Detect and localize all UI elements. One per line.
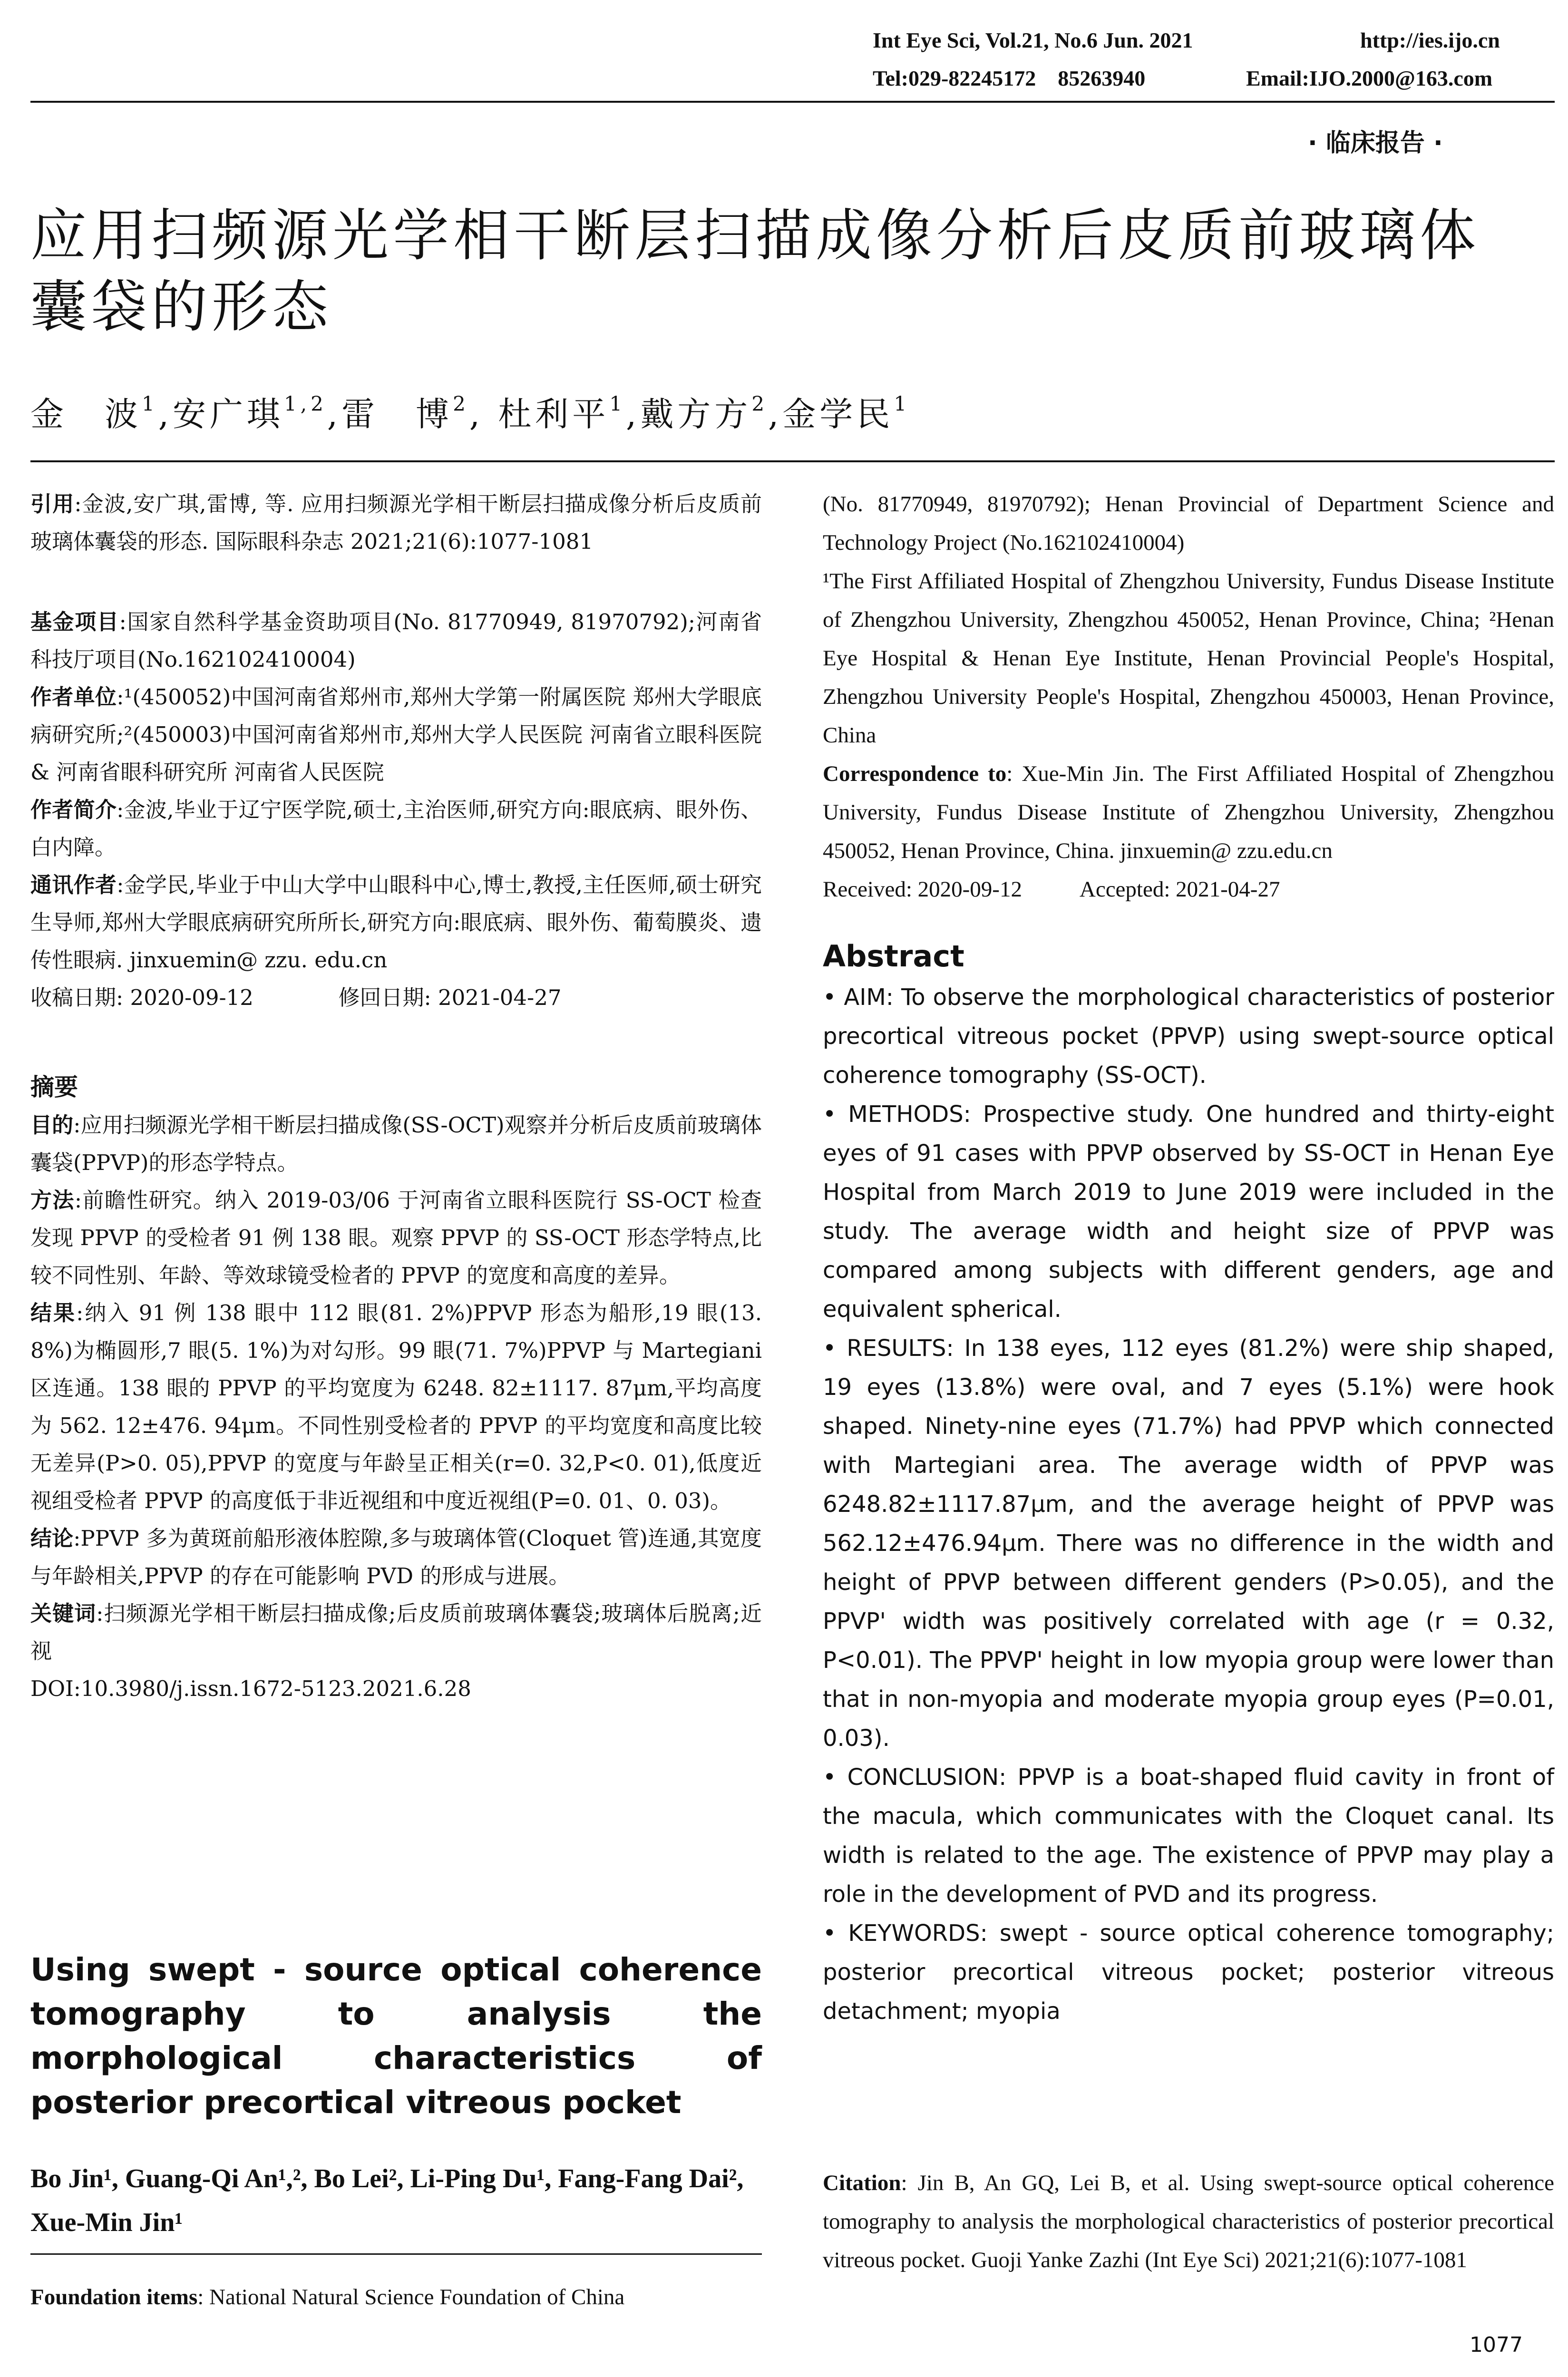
aim-cn-label: 目的 <box>30 1112 74 1138</box>
corr-cn-text: :金学民,毕业于中山大学中山眼科中心,博士,教授,主任医师,硕士研究生导师,郑州大学眼底病研究所所长,研究方向:眼底病、眼外伤、葡萄膜炎、遗传性眼病. jinxuemin@ zzu. edu.cn <box>30 872 762 973</box>
journal-url[interactable]: http://ies.ijo.cn <box>1360 28 1500 52</box>
authors-cn: 金 波$^1$,安广琪$^{1,2}$,雷 博$^2$, 杜利平$^1$,戴方方$^2$,金学民$^1$ <box>30 392 911 434</box>
title-rule <box>30 460 1555 462</box>
bio-cn <box>30 791 762 866</box>
foundation-en-label: Foundation items <box>30 2285 198 2309</box>
abstract-en-heading: Abstract <box>823 939 964 974</box>
dates-cn <box>30 979 762 1016</box>
keywords-cn-text: :扫频源光学相干断层扫描成像;后皮质前玻璃体囊袋;玻璃体后脱离;近视 <box>30 1601 762 1664</box>
foundation-en <box>30 2278 762 2317</box>
authors-en: Bo Jin¹, Guang-Qi An¹,², Bo Lei², Li-Ping Du¹, Fang-Fang Dai², Xue-Min Jin¹ <box>30 2164 744 2237</box>
unit-cn-label: 作者单位 <box>30 684 117 710</box>
author-cn-sup: 1 <box>894 392 911 416</box>
aim-en: • AIM: To observe the morphological characteristics of posterior precortical vitreous pocket (PPVP) using swept-source optical coherence tomography (SS-OCT). <box>823 984 1554 1089</box>
author-cn-sup: 1 <box>142 392 158 416</box>
author-cn: 金学民 <box>782 395 894 434</box>
header-rule <box>30 101 1555 103</box>
unit-cn <box>30 678 762 791</box>
page-number: 1077 <box>1470 2333 1523 2357</box>
foundation-en-text: : National Natural Science Foundation of China <box>197 2285 625 2309</box>
title-cn-line-2: 囊袋的形态 <box>30 274 333 340</box>
citation-cn-label: 引用 <box>30 491 75 516</box>
corr-en-label: Correspondence to <box>823 761 1007 786</box>
right-column <box>823 485 1554 2031</box>
results-cn-label: 结果 <box>30 1300 77 1325</box>
unit-cn-text: :¹(450052)中国河南省郑州市,郑州大学第一附属医院 郑州大学眼底病研究所;²(450003)中国河南省郑州市,郑州大学人民医院 河南省立眼科医院 & 河南省眼科研究所 河南省人民医院 <box>30 684 762 785</box>
corr-cn-label: 通讯作者 <box>30 872 117 897</box>
author-cn: 戴方方 <box>640 395 752 434</box>
bio-cn-text: :金波,毕业于辽宁医学院,硕士,主治医师,研究方向:眼底病、眼外伤、白内障。 <box>30 797 762 860</box>
conclusion-cn <box>30 1520 762 1595</box>
citation-cn-text: :金波,安广琪,雷博, 等. 应用扫频源光学相干断层扫描成像分析后皮质前玻璃体囊袋的形态. 国际眼科杂志 2021;21(6):1077-1081 <box>30 491 762 554</box>
accepted-en: Accepted: 2021-04-27 <box>1079 877 1280 902</box>
citation-cn <box>30 485 762 560</box>
citation-en <box>823 2164 1554 2280</box>
results-cn-text: :纳入 91 例 138 眼中 112 眼(81. 2%)PPVP 形态为船形,19 眼(13. 8%)为椭圆形,7 眼(5. 1%)为对勾形。99 眼(71. 7%)PPVP 与 Martegiani 区连通。138 眼的 PPVP 的平均宽度为 6248. 82±1117. 87μm,平均高度为 562. 12±476. 94μm。不同性别受检者的 PPVP 的平均宽度和高度比较无差异(P>0. 05),PPVP 的宽度与年龄呈正相关(r=0. 32,P<0. 01),低度近视组受检者 PPVP 的高度低于非近视组和中度近视组(P=0. 01、0. 03)。 <box>30 1300 762 1513</box>
keywords-en: • KEYWORDS: swept - source optical coherence tomography; posterior precortical vitreous pocket; posterior vitreous detachment; myopia <box>823 1920 1554 2025</box>
doi[interactable]: DOI:10.3980/j.issn.1672-5123.2021.6.28 <box>30 1676 471 1701</box>
author-cn-sup: 1 <box>609 392 626 416</box>
conclusion-en: • CONCLUSION: PPVP is a boat-shaped fluid cavity in front of the macula, which communicates with the Cloquet canal. Its width is related to the age. The existence of PPVP may play a role in the development of PVD and its progress. <box>823 1764 1554 1908</box>
methods-cn-label: 方法 <box>30 1188 75 1213</box>
author-cn-sup: 2 <box>453 392 469 416</box>
abstract-cn-heading: 摘要 <box>30 1073 78 1101</box>
title-cn-line-1: 应用扫频源光学相干断层扫描成像分析后皮质前玻璃体 <box>30 203 1480 268</box>
title-en: Using swept - source optical coherence tomography to analysis the morphological characteristics of posterior precortical vitreous pocket <box>30 1951 762 2121</box>
conclusion-cn-label: 结论 <box>30 1526 74 1551</box>
fund-cn-text: :国家自然科学基金资助项目(No. 81770949, 81970792);河南省科技厅项目(No.162102410004) <box>30 609 762 672</box>
author-cn-sup: 2 <box>751 392 769 416</box>
results-cn <box>30 1294 762 1520</box>
revised-cn: 修回日期: 2021-04-27 <box>338 985 562 1010</box>
left-column <box>30 485 762 1707</box>
corr-en-text: : Xue-Min Jin. The First Affiliated Hospital of Zhengzhou University, Fundus Disease Institute of Zhengzhou University, Zhengzhou 450052, Henan Province, China. jinxuemin@ zzu.edu.cn <box>823 761 1555 863</box>
email-line[interactable]: Email:IJO.2000@163.com <box>1246 66 1493 90</box>
author-cn: 雷 博 <box>341 395 453 434</box>
citation-en-label: Citation <box>823 2171 901 2195</box>
aim-cn-text: :应用扫频源光学相干断层扫描成像(SS-OCT)观察并分析后皮质前玻璃体囊袋(PPVP)的形态学特点。 <box>30 1112 762 1175</box>
foundation-cont: (No. 81770949, 81970792); Henan Provincial of Department Science and Technology Project (No.162102410004) <box>823 492 1554 555</box>
conclusion-cn-text: :PPVP 多为黄斑前船形液体腔隙,多与玻璃体管(Cloquet 管)连通,其宽度与年龄相关,PPVP 的存在可能影响 PVD 的形成与进展。 <box>30 1526 762 1588</box>
received-en: Received: 2020-09-12 <box>823 877 1022 902</box>
aim-cn <box>30 1106 762 1181</box>
foundation-rule <box>30 2253 762 2255</box>
section-label: · 临床报告 · <box>1308 129 1443 157</box>
author-cn: 金 波 <box>30 395 142 434</box>
fund-cn-label: 基金项目 <box>30 609 119 634</box>
title-cn <box>30 200 1480 342</box>
corr-cn <box>30 866 762 979</box>
citation-en-text: : Jin B, An GQ, Lei B, et al. Using swept-source optical coherence tomography to analysis the morphological characteristics of posterior precortical vitreous pocket. Guoji Yanke Zazhi (Int Eye Sci) 2021;21(6):1077-1081 <box>823 2171 1554 2272</box>
bio-cn-label: 作者简介 <box>30 797 117 822</box>
author-cn-sup: 1,2 <box>284 392 327 416</box>
keywords-cn <box>30 1595 762 1670</box>
journal-line: Int Eye Sci, Vol.21, No.6 Jun. 2021 <box>873 28 1193 52</box>
affiliations-en: ¹The First Affiliated Hospital of Zhengzhou University, Fundus Disease Institute of Zhengzhou University, Zhengzhou 450052, Henan Province, China; ²Henan Eye Hospital & Henan Eye Institute, Henan Provincial People's Hospital, Zhengzhou University People's Hospital, Zhengzhou 450003, Henan Province, China <box>823 569 1554 748</box>
author-cn: 杜利平 <box>498 395 610 434</box>
received-cn: 收稿日期: 2020-09-12 <box>30 985 253 1010</box>
fund-cn <box>30 603 762 678</box>
keywords-cn-label: 关键词 <box>30 1601 97 1626</box>
author-cn: 安广琪 <box>173 395 284 434</box>
methods-cn <box>30 1181 762 1294</box>
results-en: • RESULTS: In 138 eyes, 112 eyes (81.2%) were ship shaped, 19 eyes (13.8%) were oval, and 7 eyes (5.1%) were hook shaped. Ninety-nine eyes (71.7%) had PPVP which connected with Martegiani area. The average width of PPVP was 6248.82±1117.87μm, and the average height of PPVP was 562.12±476.94μm. There was no difference in the width and height of PPVP between different genders (P>0.05), and the PPVP' width was positively correlated with age (r = 0.32, P<0.01). The PPVP' height in low myopia group were lower than that in non-myopia and moderate myopia group eyes (P=0.01, 0.03). <box>823 1335 1554 1752</box>
tel-line: Tel:029-82245172 85263940 <box>873 66 1146 90</box>
dates-en <box>823 870 1554 909</box>
methods-en: • METHODS: Prospective study. One hundred and thirty-eight eyes of 91 cases with PPVP observed by SS-OCT in Henan Eye Hospital from March 2019 to June 2019 were included in the study. The average width and height size of PPVP was compared among subjects with different genders, age and equivalent spherical. <box>823 1101 1554 1323</box>
corr-en <box>823 755 1554 870</box>
methods-cn-text: :前瞻性研究。纳入 2019-03/06 于河南省立眼科医院行 SS-OCT 检查发现 PPVP 的受检者 91 例 138 眼。观察 PPVP 的 SS-OCT 形态学特点,比较不同性别、年龄、等效球镜受检者的 PPVP 的宽度和高度的差异。 <box>30 1188 762 1288</box>
